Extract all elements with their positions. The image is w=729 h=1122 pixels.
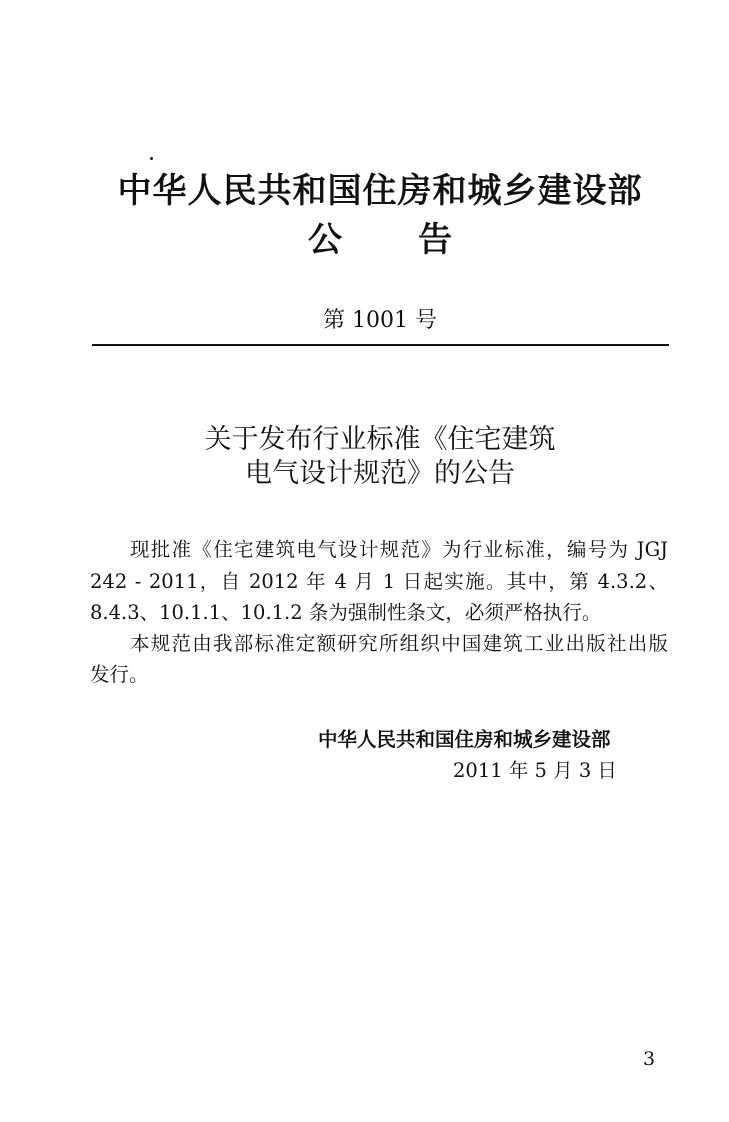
subject-line: 电气设计规范》的公告 xyxy=(245,458,515,489)
issuer-heading: 中华人民共和国住房和城乡建设部 xyxy=(117,171,643,211)
body-line: 242 - 2011，自 2012 年 4 月 1 日起实施。其中，第 4.3.2、 xyxy=(90,570,668,593)
body-line: 8.4.3、10.1.1、10.1.2 条为强制性条文，必须严格执行。 xyxy=(90,601,602,624)
scan-speck xyxy=(150,157,153,160)
announcement-char: 公 xyxy=(308,220,342,260)
signature-issuer: 中华人民共和国住房和城乡建设部 xyxy=(318,728,611,751)
announcement-heading xyxy=(0,212,729,261)
body-line: 本规范由我部标准定额研究所组织中国建筑工业出版社出版 xyxy=(130,632,668,655)
document-number: 第 1001 号 xyxy=(323,308,437,333)
announcement-char: 告 xyxy=(418,220,452,260)
page-number: 3 xyxy=(643,1048,656,1070)
body-line: 现批准《住宅建筑电气设计规范》为行业标准，编号为 JGJ xyxy=(130,538,668,561)
body-line: 发行。 xyxy=(90,663,149,686)
signature-date: 2011 年 5 月 3 日 xyxy=(453,759,617,782)
subject-line: 关于发布行业标准《住宅建筑 xyxy=(204,424,556,455)
header-divider xyxy=(92,344,669,346)
